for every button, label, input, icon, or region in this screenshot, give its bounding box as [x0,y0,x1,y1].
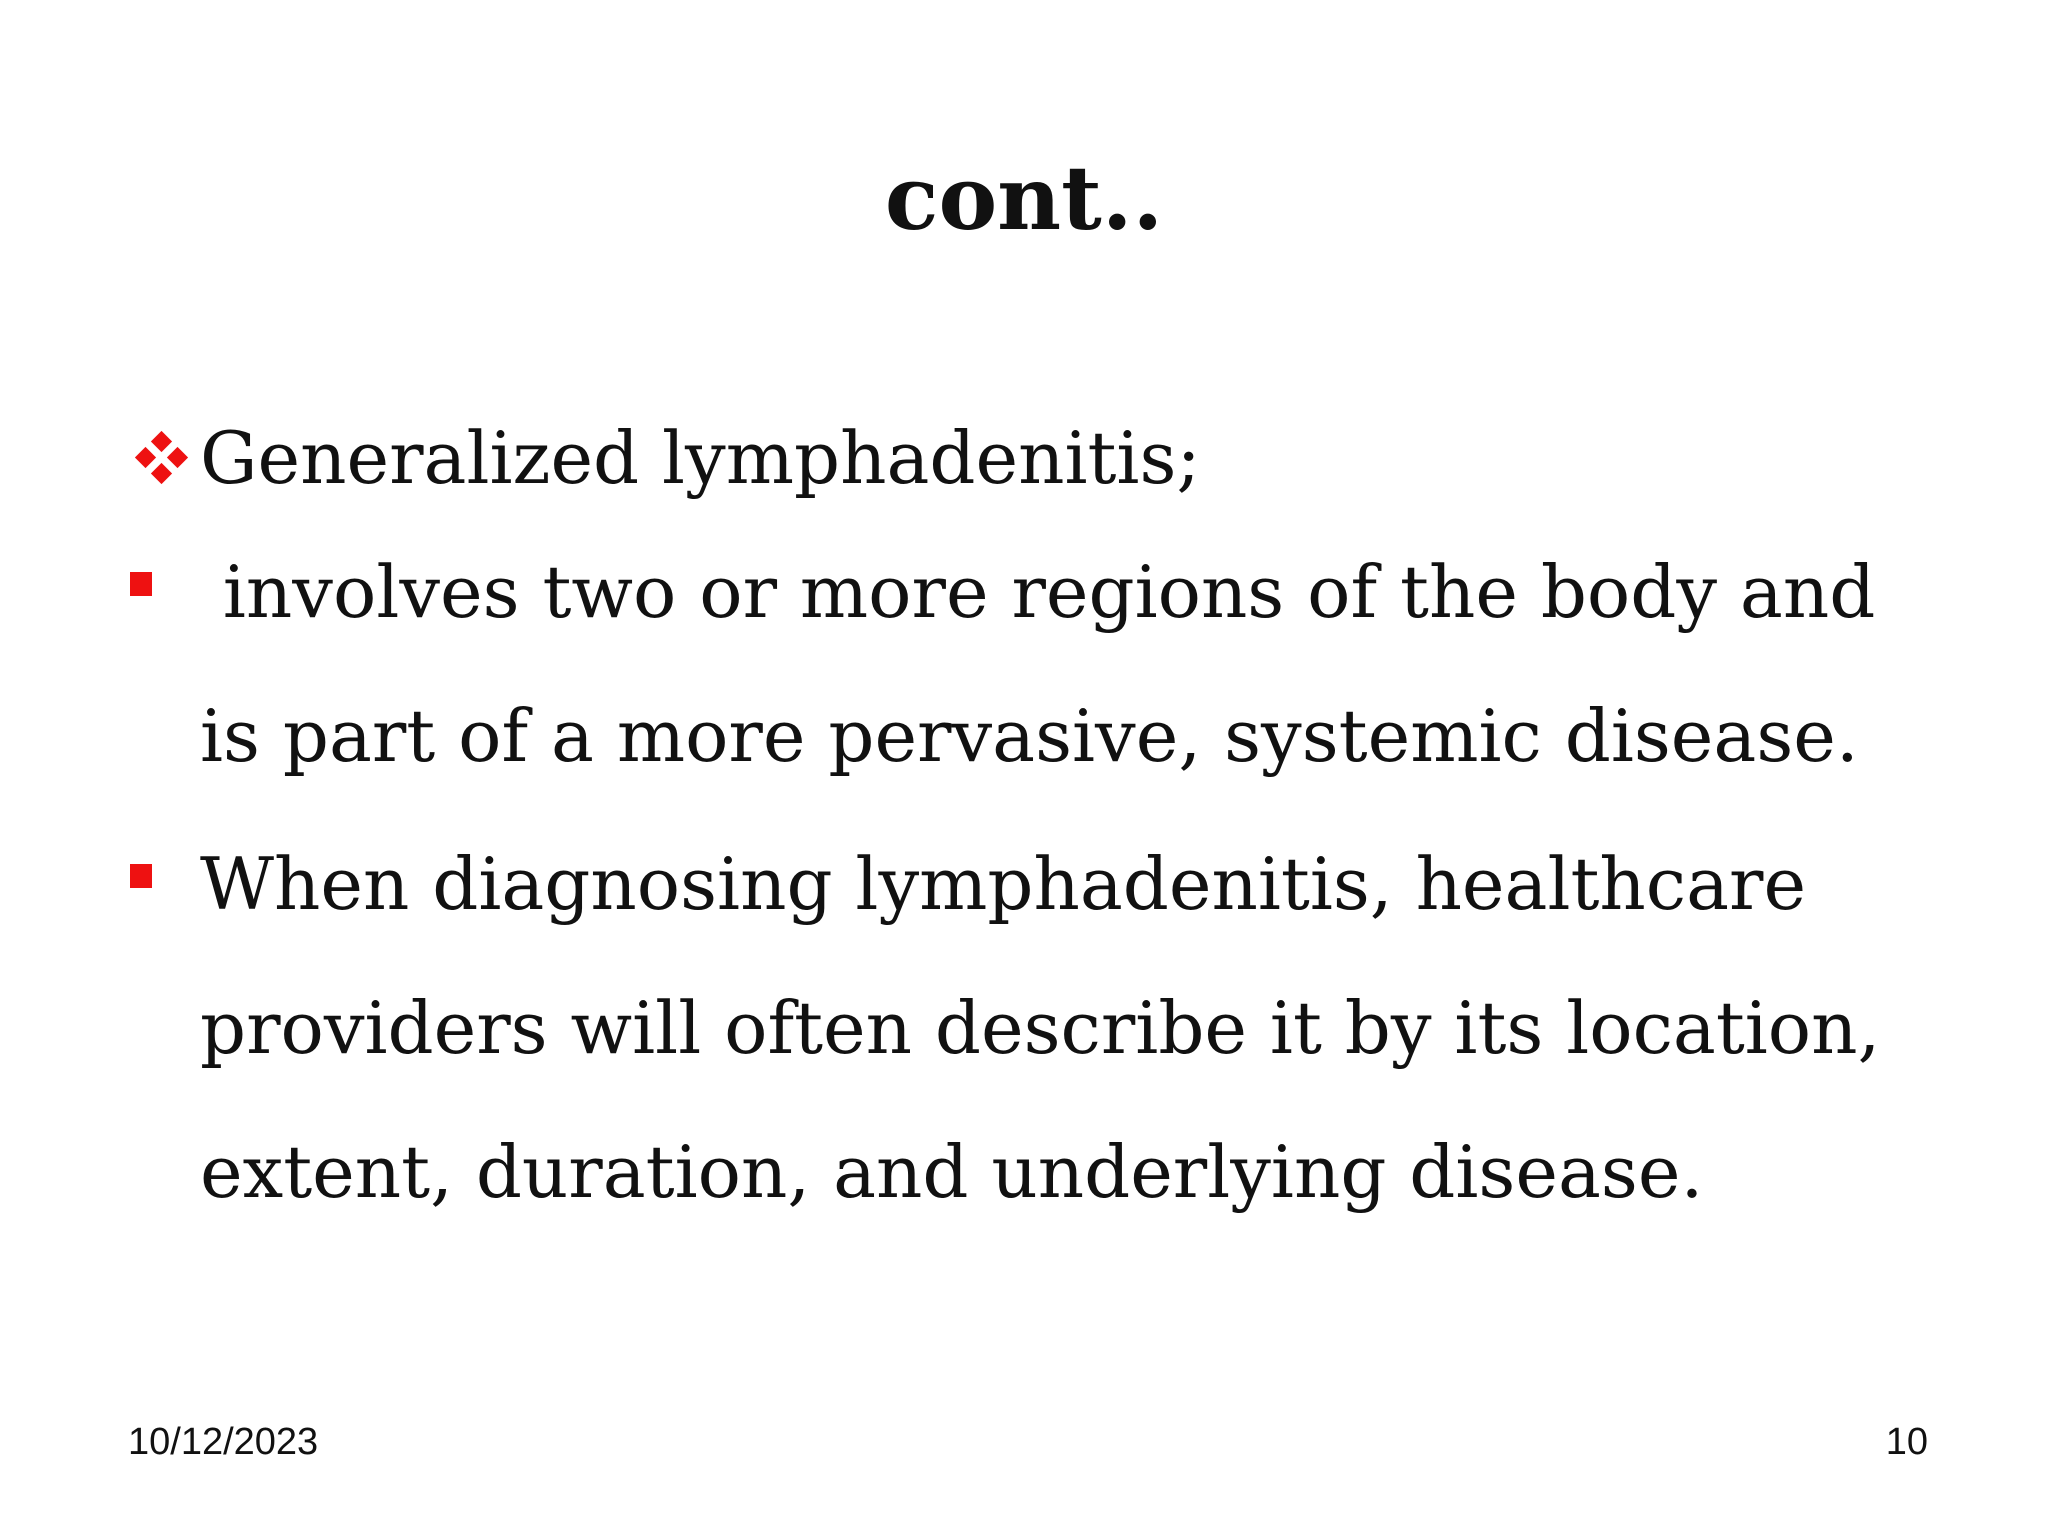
slide-title: cont.. [884,146,1164,250]
slide-content [128,404,1948,1244]
page-number: 10 [1885,1421,1928,1463]
bullet-text: When diagnosing lymphadenitis, healthcare providers will often describe it by its location, extent, duration, and underlying disease. [200,842,1881,1214]
section-heading-text: Generalized lymphadenitis; [200,416,1201,500]
footer-date: 10/12/2023 [128,1421,319,1463]
bullet-text: involves two or more regions of the body and is part of a more pervasive, systemic disease. [200,550,1899,778]
section-heading [128,404,1948,512]
bullet-item [128,812,1948,1244]
bullet-item [128,520,1948,808]
square-bullet-icon [130,864,152,888]
diamond-cluster-bullet-icon [128,428,200,488]
square-bullet-icon [130,572,152,596]
